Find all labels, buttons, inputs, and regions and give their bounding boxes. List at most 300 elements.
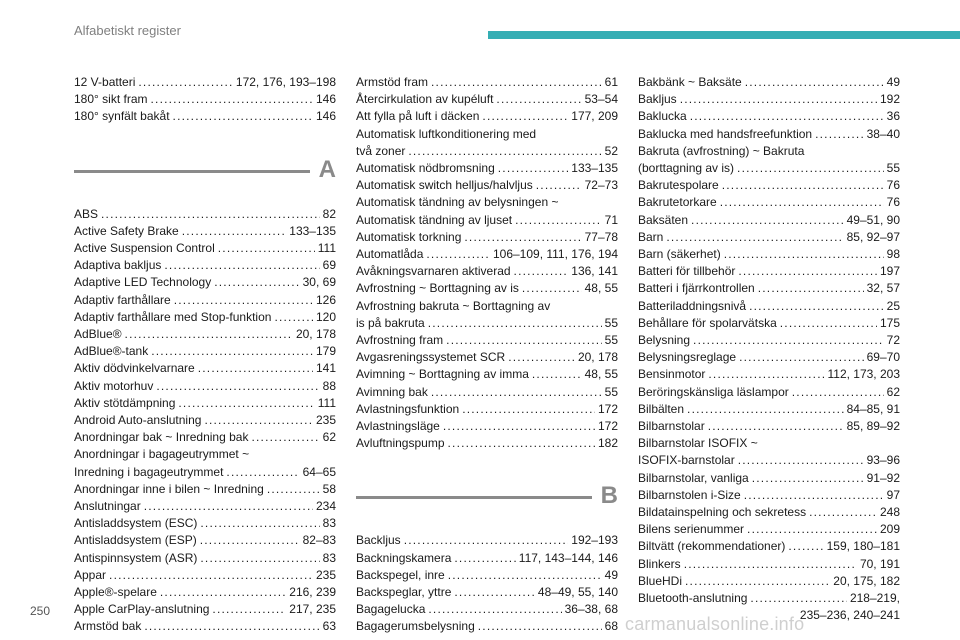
entry-line: [638, 349, 900, 366]
entry-label: Automatisk torkning: [356, 229, 462, 244]
index-entry: [638, 108, 900, 125]
dot-leader: [204, 412, 313, 429]
entry-pages: 62: [322, 430, 336, 445]
dot-leader: [144, 498, 313, 515]
entry-label: Bakrutetorkare: [638, 195, 717, 210]
page-number: 250: [30, 604, 51, 618]
entry-line: [74, 464, 336, 481]
dot-leader: [685, 573, 830, 590]
dot-leader: [691, 212, 844, 229]
index-entry: [638, 470, 900, 487]
entry-line: [356, 332, 618, 349]
entry-label: Bilens serienummer: [638, 522, 745, 537]
entry-label: Antisladdsystem (ESP): [74, 533, 197, 548]
entry-label: Armstöd bak: [74, 619, 142, 634]
entry-label: Bilbarnstolar, vanliga: [638, 470, 749, 485]
entry-line: [74, 584, 336, 601]
index-block: [74, 74, 336, 126]
entry-line: [74, 206, 336, 223]
dot-leader: [178, 395, 314, 412]
entry-pages: 76: [886, 178, 900, 193]
index-entry: [638, 194, 900, 211]
entry-line: [638, 332, 900, 349]
entry-line: [638, 418, 900, 435]
dot-leader: [724, 246, 884, 263]
entry-pages: 72: [886, 333, 900, 348]
entry-label: Automatlåda: [356, 247, 424, 262]
entry-line: [356, 74, 618, 91]
section-header: [356, 482, 618, 524]
entry-line: [638, 74, 900, 91]
index-entry: [356, 567, 618, 584]
entry-line: [356, 315, 618, 332]
dot-leader: [443, 418, 595, 435]
index-entry: [74, 412, 336, 429]
index-entry: [638, 74, 900, 91]
entry-pages: 62: [886, 384, 900, 399]
dot-leader: [750, 590, 847, 607]
index-entry: [74, 584, 336, 601]
entry-pages: 182: [597, 436, 618, 451]
entry-line: [74, 429, 336, 446]
section-letter: A: [318, 155, 336, 183]
entry-label: Backningskamera: [356, 550, 452, 565]
index-entry: [638, 246, 900, 263]
dot-leader: [722, 177, 884, 194]
entry-line: [356, 618, 618, 635]
dot-leader: [532, 366, 582, 383]
index-entry: [356, 280, 618, 297]
entry-label-line: Automatisk tändning av belysningen ~: [356, 195, 559, 210]
index-entry: [74, 326, 336, 343]
index-entry: [356, 126, 618, 160]
dot-leader: [182, 223, 287, 240]
entry-pages: 216, 239: [289, 585, 336, 600]
entry-pages: 133–135: [571, 161, 618, 176]
entry-line: [74, 481, 336, 498]
dot-leader: [226, 464, 299, 481]
index-entry: [74, 429, 336, 446]
index-block: [74, 206, 336, 636]
entry-label: Backspeglar, yttre: [356, 585, 452, 600]
entry-line: [74, 309, 336, 326]
entry-pages: 76: [886, 195, 900, 210]
entry-line: [638, 487, 900, 504]
entry-pages: 58: [322, 481, 336, 496]
dot-leader: [109, 567, 313, 584]
entry-label: Apple CarPlay-anslutning: [74, 602, 210, 617]
entry-label: Biltvätt (rekommendationer): [638, 539, 786, 554]
entry-label-line: Automatisk luftkonditionering med: [356, 126, 537, 141]
dot-leader: [251, 429, 319, 446]
entry-pages: 97: [886, 487, 900, 502]
entry-pages: 192: [879, 92, 900, 107]
section-letter: B: [600, 482, 618, 510]
entry-line: [638, 315, 900, 332]
entry-label: Bakrutespolare: [638, 178, 719, 193]
dot-leader: [738, 263, 877, 280]
entry-label: Batteriladdningsnivå: [638, 298, 747, 313]
entry-label: Appar: [74, 567, 107, 582]
entry-line: [356, 91, 618, 108]
index-entry: [356, 401, 618, 418]
entry-label: Automatisk tändning av ljuset: [356, 212, 513, 227]
entry-line: [638, 401, 900, 418]
entry-pages: 53–54: [584, 92, 618, 107]
entry-line: [74, 343, 336, 360]
index-entry: [356, 91, 618, 108]
entry-label: två zoner: [356, 143, 406, 158]
entry-label: Apple®-spelare: [74, 585, 157, 600]
dot-leader: [144, 618, 319, 635]
index-entry: [638, 298, 900, 315]
entry-pages: 83: [322, 550, 336, 565]
entry-line: [74, 618, 336, 635]
index-entry: [356, 384, 618, 401]
entry-label: Backspegel, inre: [356, 567, 445, 582]
index-entry: [74, 446, 336, 480]
entry-line: [356, 349, 618, 366]
entry-pages: 82: [322, 206, 336, 221]
entry-line: [356, 177, 618, 194]
entry-label: Bagagelucka: [356, 602, 426, 617]
entry-label: Avgasreningssystemet SCR: [356, 350, 506, 365]
entry-line: [638, 229, 900, 246]
entry-pages: 38–40: [866, 126, 900, 141]
entry-label: Aktiv dödvinkelvarnare: [74, 361, 195, 376]
entry-label: Beröringskänsliga läslampor: [638, 384, 789, 399]
dot-leader: [431, 384, 602, 401]
entry-line: [638, 384, 900, 401]
dot-leader: [160, 584, 286, 601]
entry-label: Avimning bak: [356, 384, 428, 399]
entry-label: ABS: [74, 206, 99, 221]
entry-line: [356, 584, 618, 601]
entry-line: [356, 435, 618, 452]
entry-label: Belysningsreglage: [638, 350, 737, 365]
entry-line: [638, 177, 900, 194]
dot-leader: [745, 74, 884, 91]
entry-pages: 68: [604, 619, 618, 634]
entry-pages: 217, 235: [289, 602, 336, 617]
dot-leader: [138, 74, 233, 91]
entry-label: Återcirkulation av kupéluft: [356, 92, 494, 107]
entry-pages: 55: [604, 384, 618, 399]
index-entry: [74, 74, 336, 91]
index-block: [356, 532, 618, 635]
entry-label: Batteri för tillbehör: [638, 264, 736, 279]
dot-leader: [815, 126, 864, 143]
entry-label-line: Bilbarnstolar ISOFIX ~: [638, 436, 758, 451]
index-entry: [356, 618, 618, 635]
entry-pages: 126: [315, 292, 336, 307]
entry-label: Barn: [638, 229, 664, 244]
dot-leader: [749, 298, 884, 315]
entry-pages: 177, 209: [571, 109, 618, 124]
entry-label: Adaptiv farthållare med Stop-funktion: [74, 309, 272, 324]
dot-leader: [496, 91, 581, 108]
index-entry: [638, 556, 900, 573]
entry-pages: 71: [604, 212, 618, 227]
dot-leader: [454, 550, 515, 567]
dot-leader: [792, 384, 884, 401]
entry-label: Anordningar inne i bilen ~ Inredning: [74, 481, 264, 496]
index-entry: [356, 366, 618, 383]
dot-leader: [720, 194, 884, 211]
section-header: [74, 156, 336, 198]
index-entry: [356, 550, 618, 567]
index-column-2: [356, 74, 618, 636]
entry-label: Avfrostning ~ Borttagning av is: [356, 281, 519, 296]
entry-line: [74, 91, 336, 108]
dot-leader: [690, 108, 884, 125]
entry-pages: 172: [597, 401, 618, 416]
entry-line: [638, 452, 900, 469]
index-entry: [356, 246, 618, 263]
entry-label: Belysning: [638, 333, 691, 348]
entry-line: [638, 91, 900, 108]
entry-label: Bilbarnstolen i-Size: [638, 487, 741, 502]
entry-line: [74, 257, 336, 274]
dot-leader: [684, 556, 857, 573]
entry-pages: 82–83: [302, 533, 336, 548]
entry-label: 180° synfält bakåt: [74, 109, 170, 124]
dot-leader: [514, 263, 569, 280]
entry-pages: 117, 143–144, 146: [518, 550, 618, 565]
dot-leader: [448, 567, 602, 584]
entry-line: [638, 126, 900, 143]
entry-pages: 111: [317, 241, 336, 256]
index-entry: [638, 332, 900, 349]
entry-line: [356, 246, 618, 263]
entry-line: [638, 212, 900, 229]
entry-line: [74, 412, 336, 429]
entry-line: [74, 240, 336, 257]
entry-pages: 146: [315, 92, 336, 107]
entry-pages: 55: [604, 315, 618, 330]
section-rule: [356, 496, 592, 499]
dot-leader: [431, 74, 602, 91]
dot-leader: [454, 584, 535, 601]
entry-label: Backljus: [356, 533, 401, 548]
index-entry: [74, 206, 336, 223]
dot-leader: [708, 418, 844, 435]
entry-label: Avimning ~ Borttagning av imma: [356, 367, 529, 382]
index-entry: [74, 292, 336, 309]
entry-pages: 133–135: [289, 223, 336, 238]
index-entry: [638, 263, 900, 280]
dot-leader: [274, 309, 313, 326]
entry-pages: 172, 176, 193–198: [235, 75, 336, 89]
entry-line: [74, 326, 336, 343]
entry-pages: 234: [315, 499, 336, 514]
entry-label: Bilbarnstolar: [638, 419, 705, 434]
index-entry: [356, 298, 618, 332]
index-entry: [356, 194, 618, 228]
index-entry: [638, 418, 900, 435]
entry-pages: 84–85, 91: [846, 401, 900, 416]
entry-line: [638, 246, 900, 263]
entry-line: [356, 418, 618, 435]
entry-pages: 93–96: [866, 453, 900, 468]
entry-pages: 69–70: [866, 350, 900, 365]
entry-pages: 32, 57: [866, 281, 900, 296]
entry-line: [638, 280, 900, 297]
entry-label: Avåkningsvarnaren aktiverad: [356, 264, 511, 279]
entry-label: Aktiv stötdämpning: [74, 395, 176, 410]
index-entry: [638, 521, 900, 538]
entry-line: [74, 378, 336, 395]
dot-leader: [515, 212, 602, 229]
entry-pages: 172: [597, 419, 618, 434]
dot-leader: [680, 91, 877, 108]
entry-label: Bagagerumsbelysning: [356, 619, 475, 634]
entry-label: Baklucka: [638, 109, 687, 124]
entry-pages: 146: [315, 109, 336, 124]
entry-label-line: Bakruta (avfrostning) ~ Bakruta: [638, 143, 805, 158]
entry-line: [356, 401, 618, 418]
index-entry: [74, 550, 336, 567]
dot-leader: [164, 257, 319, 274]
dot-leader: [738, 452, 864, 469]
entry-pages: 197: [879, 264, 900, 279]
entry-pages: 136, 141: [571, 264, 618, 279]
entry-label: Adaptive LED Technology: [74, 275, 212, 290]
dot-leader: [212, 601, 286, 618]
index-entry: [638, 401, 900, 418]
dot-leader: [739, 349, 864, 366]
entry-label: BlueHDi: [638, 573, 683, 588]
dot-leader: [737, 160, 884, 177]
dot-leader: [446, 332, 601, 349]
entry-line: [356, 108, 618, 125]
entry-pages: 209: [879, 522, 900, 537]
entry-pages: 48–49, 55, 140: [537, 585, 618, 600]
entry-line: [74, 360, 336, 377]
dot-leader: [156, 378, 319, 395]
index-entry: [638, 126, 900, 143]
entry-line: [74, 223, 336, 240]
entry-label: Inredning i bagageutrymmet: [74, 464, 224, 479]
entry-line: [638, 538, 900, 555]
entry-line: [74, 515, 336, 532]
dot-leader: [758, 280, 864, 297]
entry-line: [74, 74, 336, 91]
entry-line: [74, 395, 336, 412]
index-entry: [74, 481, 336, 498]
entry-label: Antispinnsystem (ASR): [74, 550, 198, 565]
entry-line: [638, 504, 900, 521]
index-entry: [638, 435, 900, 469]
index-entry: [356, 74, 618, 91]
dot-leader: [151, 343, 313, 360]
entry-pages: 159, 180–181: [826, 539, 900, 554]
entry-label: AdBlue®: [74, 327, 122, 342]
entry-line: [638, 590, 900, 607]
entry-label: Behållare för spolarvätska: [638, 315, 777, 330]
index-entry: [356, 584, 618, 601]
entry-label: (borttagning av is): [638, 161, 735, 176]
index-column-1: [74, 74, 336, 636]
entry-line: [356, 567, 618, 584]
entry-pages: 111: [317, 395, 336, 410]
dot-leader: [214, 274, 299, 291]
entry-line: [638, 521, 900, 538]
entry-label: Avluftningspump: [356, 436, 445, 451]
entry-label: ISOFIX-barnstolar: [638, 453, 735, 468]
entry-pages: 235: [315, 567, 336, 582]
entry-label: Active Safety Brake: [74, 223, 179, 238]
index-entry: [638, 143, 900, 177]
entry-label: Barn (säkerhet): [638, 247, 721, 262]
dot-leader: [508, 349, 575, 366]
entry-line: [356, 229, 618, 246]
entry-label: Aktiv motorhuv: [74, 378, 154, 393]
dot-leader: [426, 246, 490, 263]
entry-label: Avfrostning fram: [356, 333, 444, 348]
dot-leader: [498, 160, 569, 177]
entry-pages: 85, 92–97: [846, 229, 900, 244]
entry-label: Blinkers: [638, 556, 681, 571]
index-column-3: [638, 74, 900, 625]
index-entry: [356, 601, 618, 618]
entry-line: [356, 263, 618, 280]
entry-pages: 25: [886, 298, 900, 313]
index-entry: [74, 532, 336, 549]
entry-pages: 88: [322, 378, 336, 393]
index-entry: [638, 212, 900, 229]
entry-label: is på bakruta: [356, 315, 425, 330]
entry-line: [356, 280, 618, 297]
dot-leader: [198, 360, 313, 377]
dot-leader: [788, 538, 823, 555]
entry-label: 180° sikt fram: [74, 92, 148, 107]
index-entry: [74, 395, 336, 412]
entry-label: Antisladdsystem (ESC): [74, 516, 198, 531]
entry-line: [74, 274, 336, 291]
entry-label: Avlastningsfunktion: [356, 401, 460, 416]
entry-line: [638, 108, 900, 125]
entry-label: Adaptiva bakljus: [74, 258, 162, 273]
entry-pages: 63: [322, 619, 336, 634]
dot-leader: [218, 240, 315, 257]
entry-pages: 20, 175, 182: [833, 573, 900, 588]
dot-leader: [428, 315, 602, 332]
index-entry: [638, 91, 900, 108]
dot-leader: [536, 177, 582, 194]
dot-leader: [408, 143, 601, 160]
dot-leader: [687, 401, 844, 418]
index-entry: [356, 263, 618, 280]
index-entry: [74, 257, 336, 274]
entry-line: [356, 384, 618, 401]
entry-pages: 49: [886, 75, 900, 89]
index-entry: [74, 567, 336, 584]
index-entry: [74, 223, 336, 240]
entry-pages: 55: [604, 333, 618, 348]
index-entry: [74, 601, 336, 618]
entry-label: Anordningar bak ~ Inredning bak: [74, 430, 249, 445]
index-entry: [74, 515, 336, 532]
entry-label: Automatisk nödbromsning: [356, 161, 495, 176]
dot-leader: [482, 108, 568, 125]
entry-line: [74, 550, 336, 567]
entry-label: Anslutningar: [74, 499, 141, 514]
index-entry: [638, 177, 900, 194]
entry-pages: 112, 173, 203: [827, 367, 900, 382]
dot-leader: [478, 618, 602, 635]
entry-pages: 20, 178: [295, 327, 336, 342]
